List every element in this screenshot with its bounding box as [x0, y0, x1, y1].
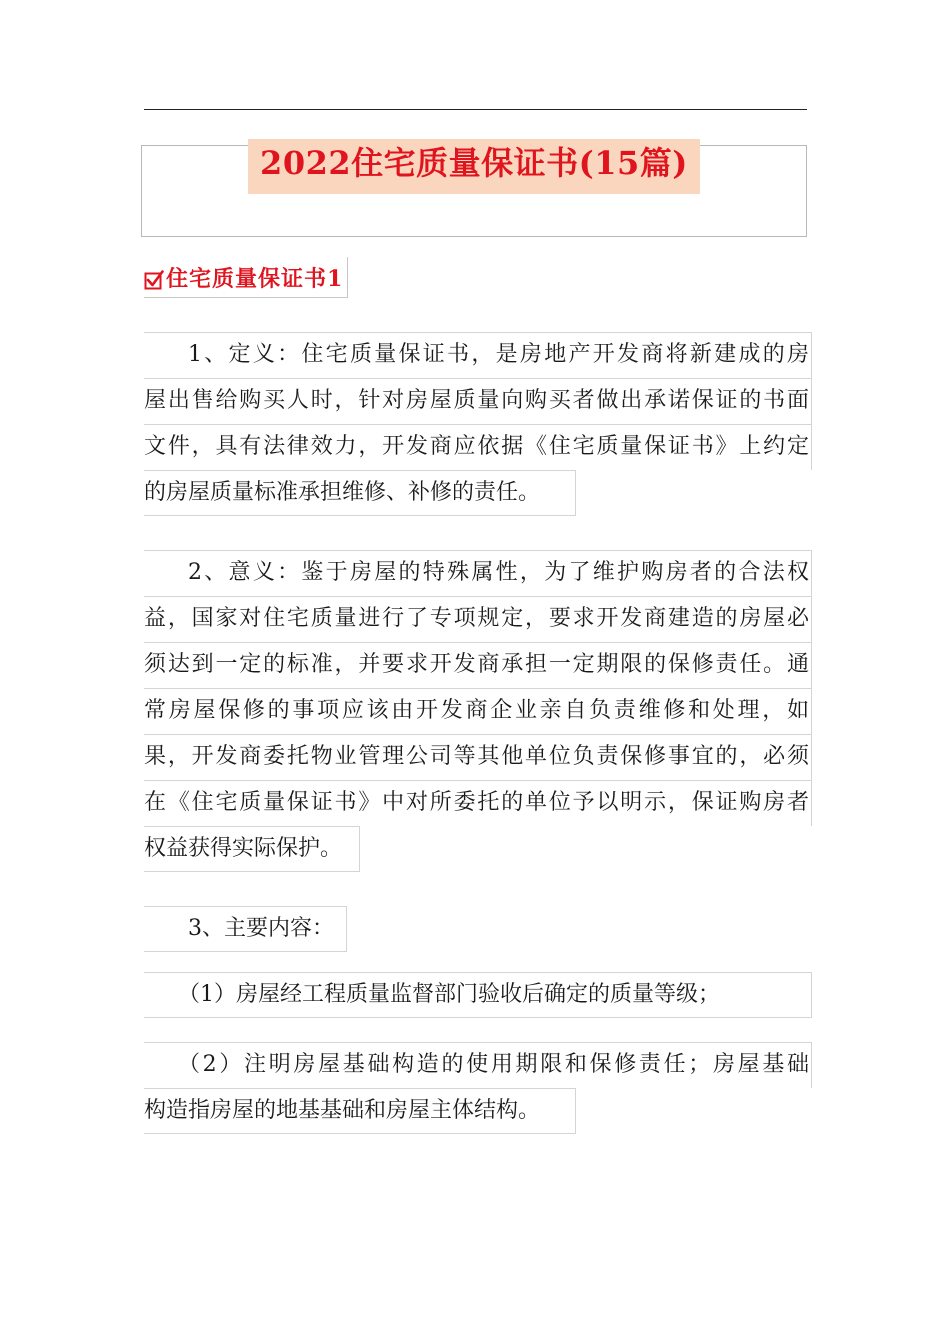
paragraph-line: 1、定义：住宅质量保证书，是房地产开发商将新建成的房 [144, 332, 812, 378]
paragraph-line: 益，国家对住宅质量进行了专项规定，要求开发商建造的房屋必 [144, 596, 812, 642]
section-heading-text: 住宅质量保证书1 [166, 265, 344, 292]
paragraph-line: 果，开发商委托物业管理公司等其他单位负责保修事宜的，必须 [144, 734, 812, 780]
paragraph-line: 构造指房屋的地基基础和房屋主体结构。 [144, 1088, 576, 1134]
paragraph-line: 在《住宅质量保证书》中对所委托的单位予以明示，保证购房者 [144, 780, 812, 826]
paragraph-line: 权益获得实际保护。 [144, 826, 360, 872]
paragraph-line: （2）注明房屋基础构造的使用期限和保修责任；房屋基础 [144, 1042, 812, 1088]
checkbox-checked-icon [144, 270, 164, 290]
paragraph-line: 屋出售给购买人时，针对房屋质量向购买者做出承诺保证的书面 [144, 378, 812, 424]
header-rule [144, 109, 807, 110]
paragraph-line: 的房屋质量标准承担维修、补修的责任。 [144, 470, 576, 516]
paragraph-line: 3、主要内容： [144, 906, 347, 952]
document-title: 2022住宅质量保证书(15篇) [248, 139, 700, 194]
section-heading [144, 257, 348, 298]
paragraph-line: 2、意义：鉴于房屋的特殊属性，为了维护购房者的合法权 [144, 550, 812, 596]
paragraph-line: 须达到一定的标准，并要求开发商承担一定期限的保修责任。通 [144, 642, 812, 688]
paragraph-line: 常房屋保修的事项应该由开发商企业亲自负责维修和处理，如 [144, 688, 812, 734]
paragraph-line: （1）房屋经工程质量监督部门验收后确定的质量等级； [144, 972, 812, 1018]
paragraph-line: 文件，具有法律效力，开发商应依据《住宅质量保证书》上约定 [144, 424, 812, 470]
